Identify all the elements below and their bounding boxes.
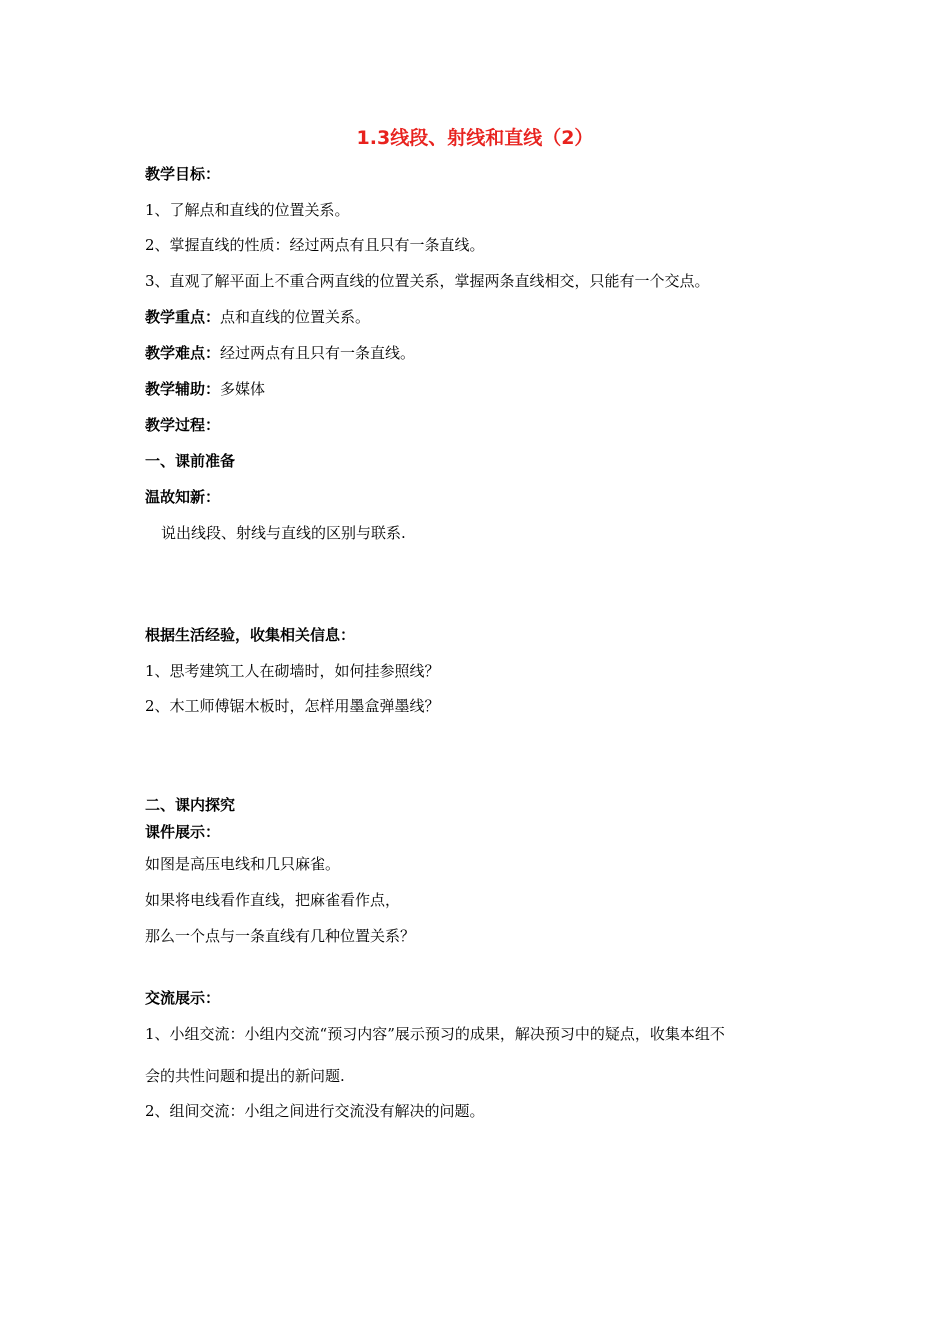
exchange-heading: 交流展示： [145,989,221,1007]
key-point-row [145,307,370,327]
section2-heading: 二、课内探究 [145,796,236,814]
key-point-label: 教学重点： [145,308,221,326]
objective-item-3: 3、直观了解平面上不重合两直线的位置关系，掌握两条直线相交，只能有一个交点。 [145,272,710,290]
show-line-2: 如果将电线看作直线，把麻雀看作点， [145,891,401,909]
collect-heading: 根据生活经验，收集相关信息： [145,626,356,644]
difficulty-text: 经过两点有且只有一条直线。 [220,344,416,362]
process-heading: 教学过程： [145,416,221,434]
exchange-item-1-line-1: 1、小组交流：小组内交流“预习内容”展示预习的成果，解决预习中的疑点，收集本组不 [145,1025,725,1043]
exchange-item-2: 2、组间交流：小组之间进行交流没有解决的问题。 [145,1102,485,1120]
aids-text: 多媒体 [220,380,266,398]
difficulty-row [145,343,415,363]
objective-item-2: 2、掌握直线的性质：经过两点有且只有一条直线。 [145,236,485,254]
collect-item-2: 2、木工师傅锯木板时，怎样用墨盒弹墨线？ [145,697,440,715]
aids-row [145,379,265,399]
aids-label: 教学辅助： [145,380,221,398]
difficulty-label: 教学难点： [145,344,221,362]
review-text: 说出线段、射线与直线的区别与联系. [161,524,406,542]
show-heading: 课件展示： [145,823,221,841]
objectives-heading: 教学目标： [145,165,221,183]
document-title: 1.3线段、射线和直线（2） [356,127,594,149]
exchange-item-1-line-2: 会的共性问题和提出的新问题. [145,1067,345,1085]
show-line-3: 那么一个点与一条直线有几种位置关系？ [145,927,416,945]
show-line-1: 如图是高压电线和几只麻雀。 [145,855,341,873]
collect-item-1: 1、思考建筑工人在砌墙时，如何挂参照线？ [145,662,440,680]
key-point-text: 点和直线的位置关系。 [220,308,371,326]
review-heading: 温故知新： [145,488,221,506]
objective-item-1: 1、了解点和直线的位置关系。 [145,201,350,219]
section1-heading: 一、课前准备 [145,452,236,470]
